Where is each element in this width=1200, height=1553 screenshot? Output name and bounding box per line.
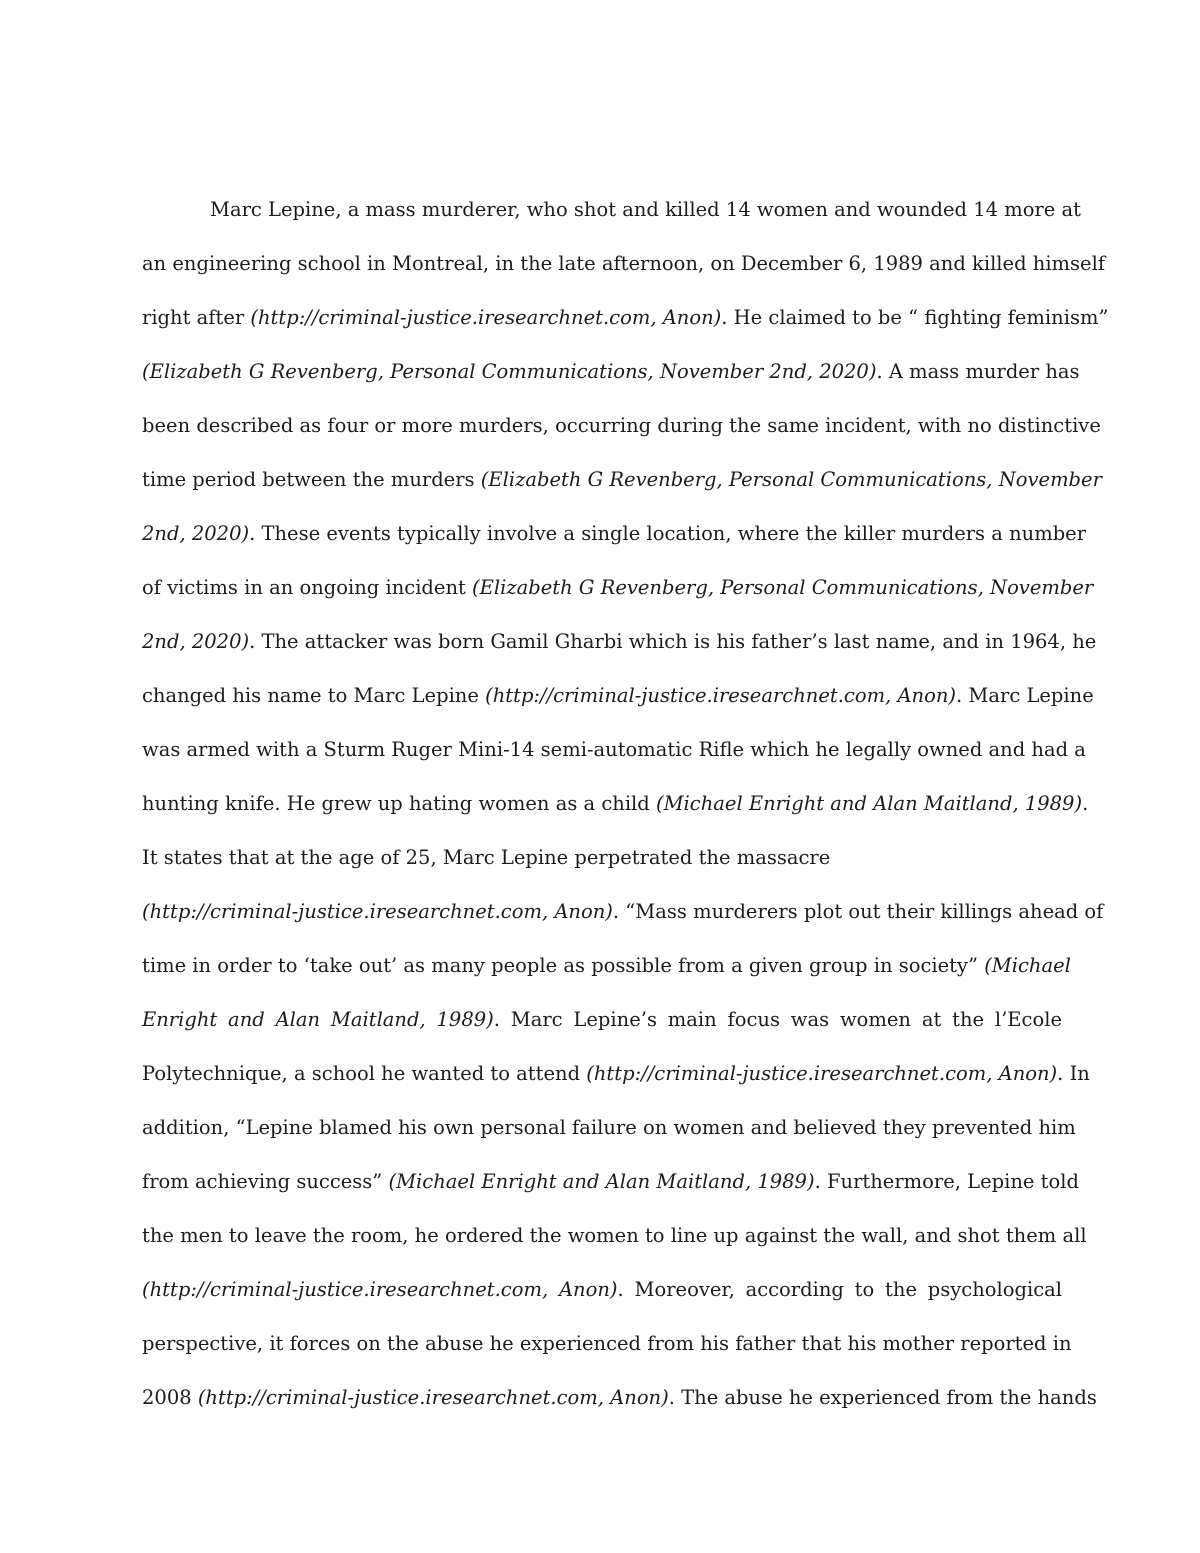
- text-line: [142, 1108, 1076, 1162]
- text-run: changed his name to Marc Lepine: [142, 684, 486, 707]
- text-line: [142, 1324, 1072, 1378]
- text-line: [142, 730, 1086, 784]
- citation: (http://criminal-justice.iresearchnet.com, Anon): [197, 1386, 669, 1409]
- text-line: [142, 1270, 1062, 1324]
- citation: (http://criminal-justice.iresearchnet.com, Anon): [586, 1062, 1058, 1085]
- citation: 2nd, 2020): [142, 522, 250, 545]
- citation: (Elizabeth G Revenberg, Personal Communications, November 2nd, 2020): [142, 360, 877, 383]
- text-run: . Furthermore, Lepine told: [814, 1170, 1079, 1193]
- text-run: time in order to ‘take out’ as many people as possible from a given group in society”: [142, 954, 985, 977]
- text-line: [142, 298, 1109, 352]
- citation: (http://criminal-justice.iresearchnet.com, Anon): [485, 684, 957, 707]
- text-run: right after: [142, 306, 251, 329]
- citation: (Elizabeth G Revenberg, Personal Communications, November: [472, 576, 1094, 599]
- text-line: [142, 1162, 1079, 1216]
- text-run: time period between the murders: [142, 468, 481, 491]
- citation: Enright and Alan Maitland, 1989): [142, 1008, 494, 1031]
- text-run: . The abuse he experienced from the hands: [668, 1386, 1097, 1409]
- text-run: was armed with a Sturm Ruger Mini-14 semi-automatic Rifle which he legally owned and had a: [142, 738, 1086, 761]
- text-line: [142, 622, 1097, 676]
- citation: (Michael: [984, 954, 1071, 977]
- text-run: been described as four or more murders, occurring during the same incident, with no distinctive: [142, 414, 1101, 437]
- text-run: an engineering school in Montreal, in the late afternoon, on December 6, 1989 and killed himself: [142, 252, 1106, 275]
- text-line: [142, 892, 1104, 946]
- text-run: perspective, it forces on the abuse he experienced from his father that his mother reported in: [142, 1332, 1072, 1355]
- text-run: . Moreover, according to the psychological: [617, 1278, 1062, 1301]
- text-run: Marc Lepine, a mass murderer, who shot and killed 14 women and wounded 14 more at: [210, 198, 1081, 221]
- text-line: [142, 1054, 1090, 1108]
- text-line: [142, 406, 1101, 460]
- text-line: [142, 568, 1094, 622]
- citation: (Michael Enright and Alan Maitland, 1989): [388, 1170, 815, 1193]
- text-line: [142, 352, 1080, 406]
- citation: 2nd, 2020): [142, 630, 250, 653]
- text-line: [142, 1378, 1097, 1432]
- text-run: . These events typically involve a single location, where the killer murders a number: [249, 522, 1087, 545]
- text-run: . He claimed to be “ fighting feminism”: [721, 306, 1109, 329]
- text-run: . “Mass murderers plot out their killings ahead of: [612, 900, 1104, 923]
- text-line: [142, 190, 1081, 244]
- text-run: from achieving success”: [142, 1170, 389, 1193]
- text-line: [142, 460, 1102, 514]
- text-run: . A mass murder has: [876, 360, 1080, 383]
- text-run: . In: [1057, 1062, 1090, 1085]
- text-run: 2008: [142, 1386, 198, 1409]
- text-line: [142, 244, 1106, 298]
- text-line: [142, 1000, 1062, 1054]
- text-line: [142, 784, 1089, 838]
- text-run: the men to leave the room, he ordered the women to line up against the wall, and shot them all: [142, 1224, 1087, 1247]
- text-run: . Marc Lepine: [956, 684, 1094, 707]
- text-line: [142, 1216, 1087, 1270]
- text-run: It states that at the age of 25, Marc Lepine perpetrated the massacre: [142, 846, 831, 869]
- citation: (http://criminal-justice.iresearchnet.com, Anon): [250, 306, 722, 329]
- citation: (Michael Enright and Alan Maitland, 1989): [655, 792, 1083, 815]
- text-line: [142, 514, 1087, 568]
- citation: (http://criminal-justice.iresearchnet.com, Anon): [142, 900, 613, 923]
- text-run: .: [1082, 792, 1089, 815]
- text-run: . Marc Lepine’s main focus was women at the l’Ecole: [493, 1008, 1062, 1031]
- text-line: [142, 676, 1094, 730]
- text-run: of victims in an ongoing incident: [142, 576, 473, 599]
- citation: (Elizabeth G Revenberg, Personal Communications, November: [480, 468, 1102, 491]
- paragraph: [142, 190, 1109, 1432]
- text-line: [142, 838, 1062, 892]
- text-line: [142, 946, 1071, 1000]
- text-run: addition, “Lepine blamed his own personal failure on women and believed they prevented him: [142, 1116, 1076, 1139]
- text-run: Polytechnique, a school he wanted to attend: [142, 1062, 587, 1085]
- text-run: hunting knife. He grew up hating women as a child: [142, 792, 656, 815]
- citation: (http://criminal-justice.iresearchnet.com, Anon): [142, 1278, 618, 1301]
- text-run: . The attacker was born Gamil Gharbi which is his father’s last name, and in 1964, he: [249, 630, 1097, 653]
